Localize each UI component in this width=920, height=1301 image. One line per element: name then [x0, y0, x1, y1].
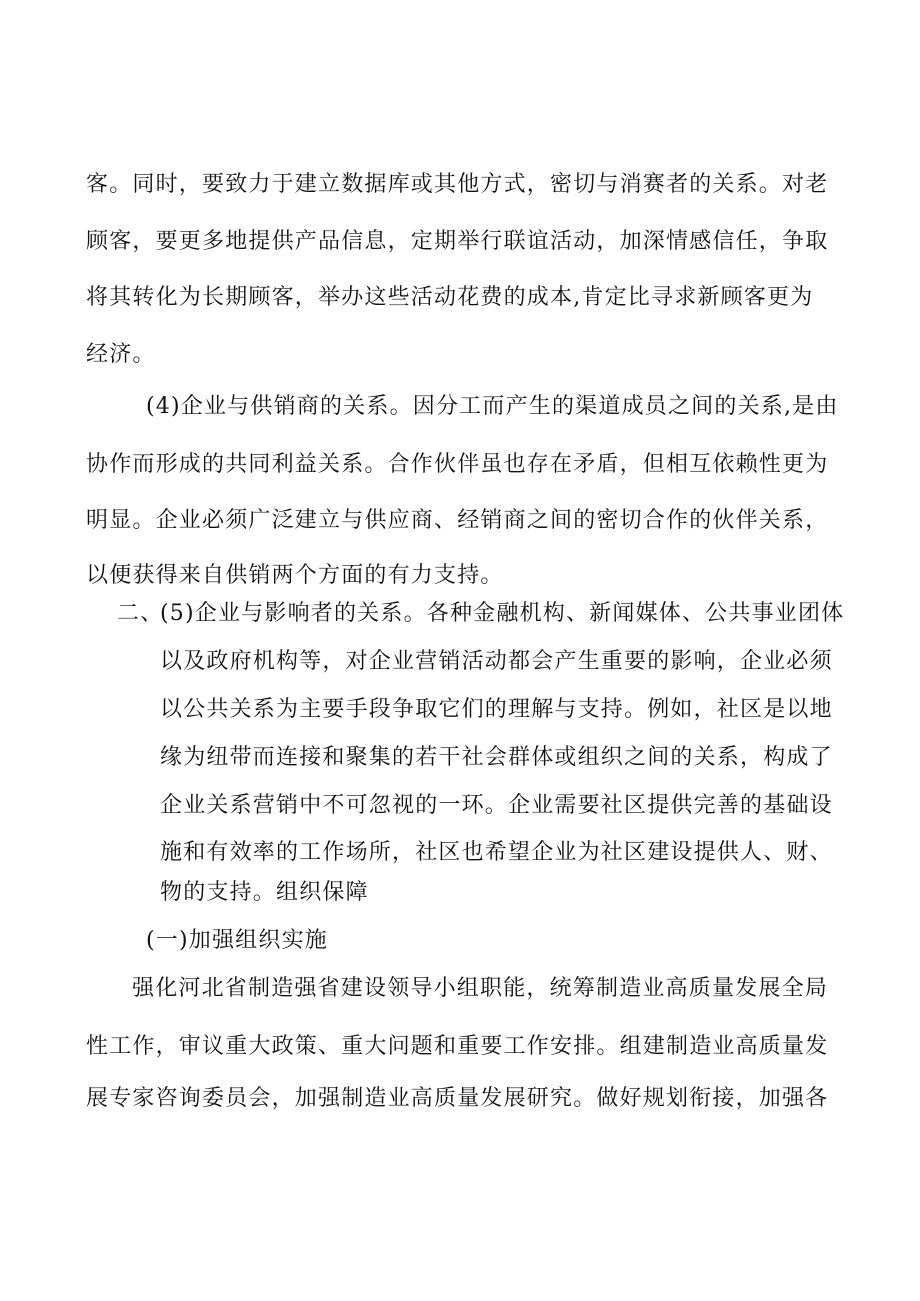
- paragraph-text: 顾客，要更多地提供产品信息，定期举行联谊活动，加深情感信任，争取: [86, 229, 829, 254]
- list-item-text: 以及政府机构等，对企业营销活动都会产生重要的影响，企业必须: [160, 649, 833, 674]
- list-item-text: 以公共关系为主要手段争取它们的理解与支持。例如，社区是以地: [160, 697, 833, 722]
- list-item-line-3: [0, 686, 920, 734]
- paragraph-text: 以便获得来自供销两个方面的有力支持。: [86, 563, 504, 588]
- list-item-line-5: [0, 782, 920, 830]
- paragraph-text: 展专家咨询委员会，加强制造业高质量发展研究。做好规划衔接，加强各: [86, 1086, 829, 1111]
- paragraph-text: 明显。企业必须广泛建立与供应商、经销商之间的密切合作的伙伴关系，: [86, 508, 829, 533]
- paragraph-2-line-3: [0, 497, 920, 545]
- paragraph-1-line-3: [0, 274, 920, 322]
- paragraph-3-line-1: [0, 965, 920, 1013]
- paragraph-1-line-4: [0, 331, 920, 379]
- paragraph-3-line-2: [0, 1023, 920, 1071]
- paragraph-text: 客。同时，要致力于建立数据库或其他方式，密切与消赛者的关系。对老: [86, 172, 829, 197]
- list-item-text: (5)企业与影响者的关系。各种金融机构、新闻媒体、公共事业团体: [160, 601, 845, 626]
- list-item-line-4: [0, 734, 920, 782]
- list-item-text: 施和有效率的工作场所，社区也希望企业为社区建设提供人、财、: [160, 840, 833, 865]
- list-marker: 二、: [117, 601, 164, 626]
- section-subheading: [0, 917, 920, 965]
- list-item-text: 企业关系营销中不可忽视的一环。企业需要社区提供完善的基础设: [160, 793, 833, 818]
- list-item-line-1: [0, 590, 920, 638]
- paragraph-text: (4)企业与供销商的关系。因分工而产生的渠道成员之间的关系,是由: [146, 394, 839, 419]
- paragraph-text: 协作而形成的共同利益关系。合作伙伴虽也存在矛盾，但相互依赖性更为: [86, 452, 829, 477]
- paragraph-text: 强化河北省制造强省建设领导小组职能，统筹制造业高质量发展全局: [132, 976, 829, 1001]
- paragraph-text: 经济。: [86, 342, 156, 367]
- paragraph-3-line-3: [0, 1075, 920, 1123]
- paragraph-1-line-1: [0, 161, 920, 209]
- list-item-line-2: [0, 638, 920, 686]
- paragraph-2-line-1: [0, 383, 920, 431]
- paragraph-text: 性工作，审议重大政策、重大问题和重要工作安排。组建制造业高质量发: [86, 1034, 829, 1059]
- list-item-line-7: [0, 869, 920, 917]
- subheading-text: (一)加强组织实施: [146, 928, 328, 953]
- paragraph-1-line-2: [0, 218, 920, 266]
- paragraph-text: 将其转化为长期顾客，举办这些活动花费的成本,肯定比寻求新顾客更为: [86, 285, 814, 310]
- paragraph-2-line-2: [0, 441, 920, 489]
- list-item-text: 缘为纽带而连接和聚集的若干社会群体或组织之间的关系，构成了: [160, 745, 833, 770]
- list-item-text: 物的支持。组织保障: [160, 880, 369, 905]
